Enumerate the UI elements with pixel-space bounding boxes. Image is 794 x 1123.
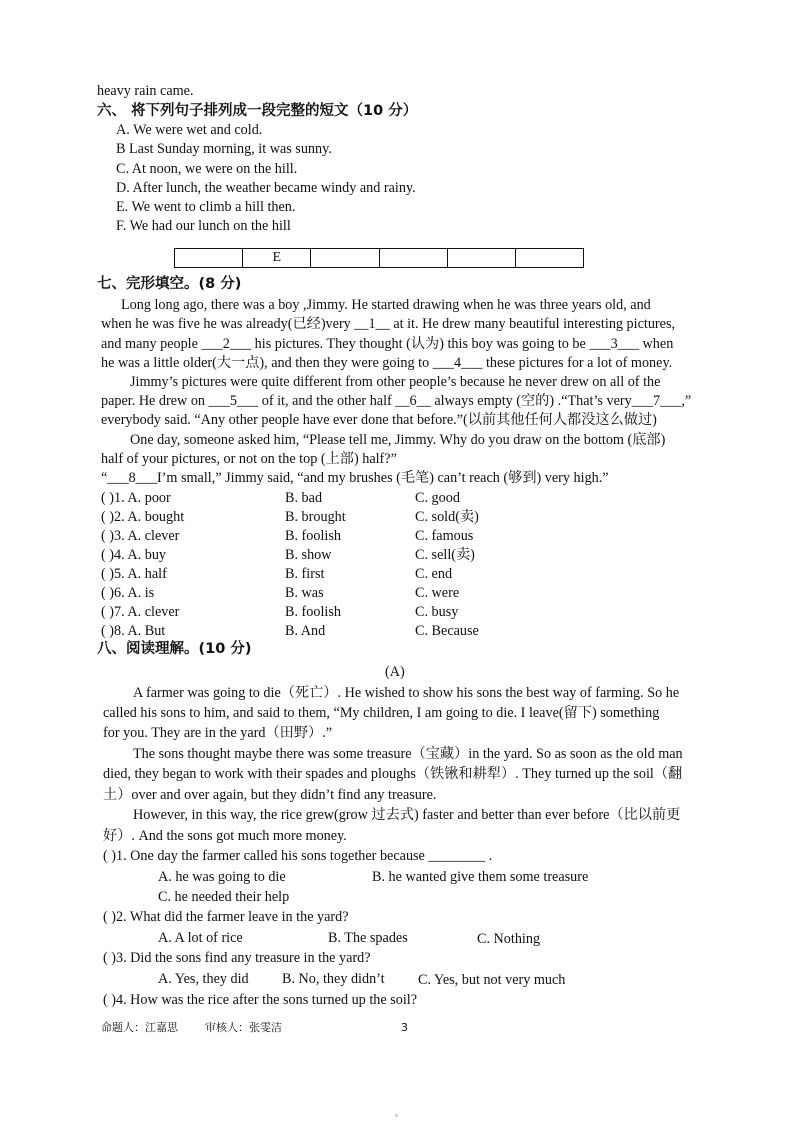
footer-reviewer: 审核人：张雯洁 bbox=[205, 1021, 282, 1034]
option-b: B. brought bbox=[285, 509, 346, 525]
option-b: B. was bbox=[285, 585, 324, 601]
passage-line: and many people ___2___ his pictures. They thought (认为) this boy was going to be ___3___ when bbox=[101, 336, 674, 352]
order-cell[interactable]: E bbox=[243, 249, 311, 267]
reading-option: C. Yes, but not very much bbox=[418, 972, 566, 988]
page-number: 3 bbox=[401, 1021, 408, 1034]
question-stem: ( )7. A. clever bbox=[101, 604, 180, 620]
reading-line: 土）over and over again, but they didn’t find any treasure. bbox=[103, 787, 437, 803]
passage-line: half of your pictures, or not on the top (上部) half?” bbox=[101, 451, 397, 467]
reading-option: A. A lot of rice bbox=[158, 930, 243, 946]
option-c: C. were bbox=[415, 585, 460, 601]
question-stem: ( )4. A. buy bbox=[101, 547, 167, 563]
reading-option: B. No, they didn’t bbox=[282, 971, 385, 987]
option-b: B. foolish bbox=[285, 528, 341, 544]
section8-heading: 八、阅读理解。(10 分) bbox=[97, 641, 252, 657]
option-b: B. bad bbox=[285, 490, 323, 506]
reading-option: A. he was going to die bbox=[158, 869, 286, 885]
reading-option: A. Yes, they did bbox=[158, 971, 249, 987]
top-line: heavy rain came. bbox=[97, 83, 194, 99]
question-stem: ( )6. A. is bbox=[101, 585, 155, 601]
footer-author: 命题人：江嘉思 bbox=[101, 1021, 178, 1034]
question-stem: ( )5. A. half bbox=[101, 566, 167, 582]
option-c: C. busy bbox=[415, 604, 459, 620]
passage-line: One day, someone asked him, “Please tell me, Jimmy. Why do you draw on the bottom (底部) bbox=[130, 432, 666, 448]
option-b: B. show bbox=[285, 547, 332, 563]
sentence-d: D. After lunch, the weather became windy and rainy. bbox=[116, 180, 416, 196]
section7-heading: 七、完形填空。(8 分) bbox=[97, 276, 242, 292]
order-cell[interactable] bbox=[380, 249, 448, 267]
order-cell[interactable] bbox=[448, 249, 516, 267]
question-stem: ( )1. A. poor bbox=[101, 490, 171, 506]
part-title: (A) bbox=[385, 664, 405, 680]
reading-line: However, in this way, the rice grew(grow 过去式) faster and better than ever before（比以前更 bbox=[133, 807, 681, 823]
reading-line: The sons thought maybe there was some treasure（宝藏）in the yard. So as soon as the old man bbox=[133, 746, 683, 762]
option-b: B. foolish bbox=[285, 604, 341, 620]
reading-line: called his sons to him, and said to them, “My children, I am going to die. I leave(留下) something bbox=[103, 705, 660, 721]
reading-line: died, they began to work with their spades and ploughs（铁锹和耕犁）. They turned up the soil（翻 bbox=[103, 766, 683, 782]
option-c: C. sell(卖) bbox=[415, 547, 475, 563]
passage-line: “___8___I’m small,” Jimmy said, “and my brushes (毛笔) can’t reach (够到) very high.” bbox=[101, 470, 609, 486]
passage-line: Jimmy’s pictures were quite different from other people’s because he never drew on all of the bbox=[130, 374, 661, 390]
reading-option: C. he needed their help bbox=[158, 889, 290, 905]
sentence-e: E. We went to climb a hill then. bbox=[116, 199, 296, 215]
reading-question: ( )1. One day the farmer called his sons together because ________ . bbox=[103, 848, 493, 864]
question-stem: ( )2. A. bought bbox=[101, 509, 185, 525]
passage-line: paper. He drew on ___5___ of it, and the other half __6__ always empty (空的) .“That’s very___7___,” bbox=[101, 393, 692, 409]
order-cell[interactable] bbox=[175, 249, 243, 267]
order-cell[interactable] bbox=[516, 249, 583, 267]
order-answer-table bbox=[174, 248, 584, 268]
option-c: C. sold(卖) bbox=[415, 509, 479, 525]
passage-line: everybody said. “Any other people have ever done that before.”(以前其他任何人都没这么做过) bbox=[101, 412, 657, 428]
sentence-a: A. We were wet and cold. bbox=[116, 122, 263, 138]
reading-line: A farmer was going to die（死亡）. He wished to show his sons the best way of farming. So he bbox=[133, 685, 680, 701]
order-cell[interactable] bbox=[311, 249, 379, 267]
passage-line: Long long ago, there was a boy ,Jimmy. He started drawing when he was three years old, and bbox=[121, 297, 651, 313]
question-stem: ( )8. A. But bbox=[101, 623, 166, 639]
reading-question: ( )4. How was the rice after the sons turned up the soil? bbox=[103, 992, 418, 1008]
option-b: B. And bbox=[285, 623, 326, 639]
option-c: C. famous bbox=[415, 528, 474, 544]
reading-question: ( )2. What did the farmer leave in the yard? bbox=[103, 909, 349, 925]
reading-option: C. Nothing bbox=[477, 931, 541, 947]
reading-line: 好）. And the sons got much more money. bbox=[103, 828, 347, 844]
passage-line: he was a little older(大一点), and then they were going to ___4___ these pictures for a lot of money. bbox=[101, 355, 673, 371]
scan-speck bbox=[395, 1114, 398, 1117]
option-c: C. end bbox=[415, 566, 453, 582]
sentence-b: B Last Sunday morning, it was sunny. bbox=[116, 141, 332, 157]
reading-line: for you. They are in the yard（田野）.” bbox=[103, 725, 333, 741]
option-c: C. Because bbox=[415, 623, 479, 639]
section6-heading: 六、 将下列句子排列成一段完整的短文（10 分） bbox=[97, 103, 418, 119]
option-b: B. first bbox=[285, 566, 325, 582]
sentence-c: C. At noon, we were on the hill. bbox=[116, 161, 298, 177]
passage-line: when he was five he was already(已经)very __1__ at it. He drew many beautiful interesting pictures, bbox=[101, 316, 676, 332]
reading-option: B. The spades bbox=[328, 930, 408, 946]
reading-question: ( )3. Did the sons find any treasure in the yard? bbox=[103, 950, 371, 966]
question-stem: ( )3. A. clever bbox=[101, 528, 180, 544]
reading-option: B. he wanted give them some treasure bbox=[372, 869, 589, 885]
sentence-f: F. We had our lunch on the hill bbox=[116, 218, 291, 234]
option-c: C. good bbox=[415, 490, 460, 506]
